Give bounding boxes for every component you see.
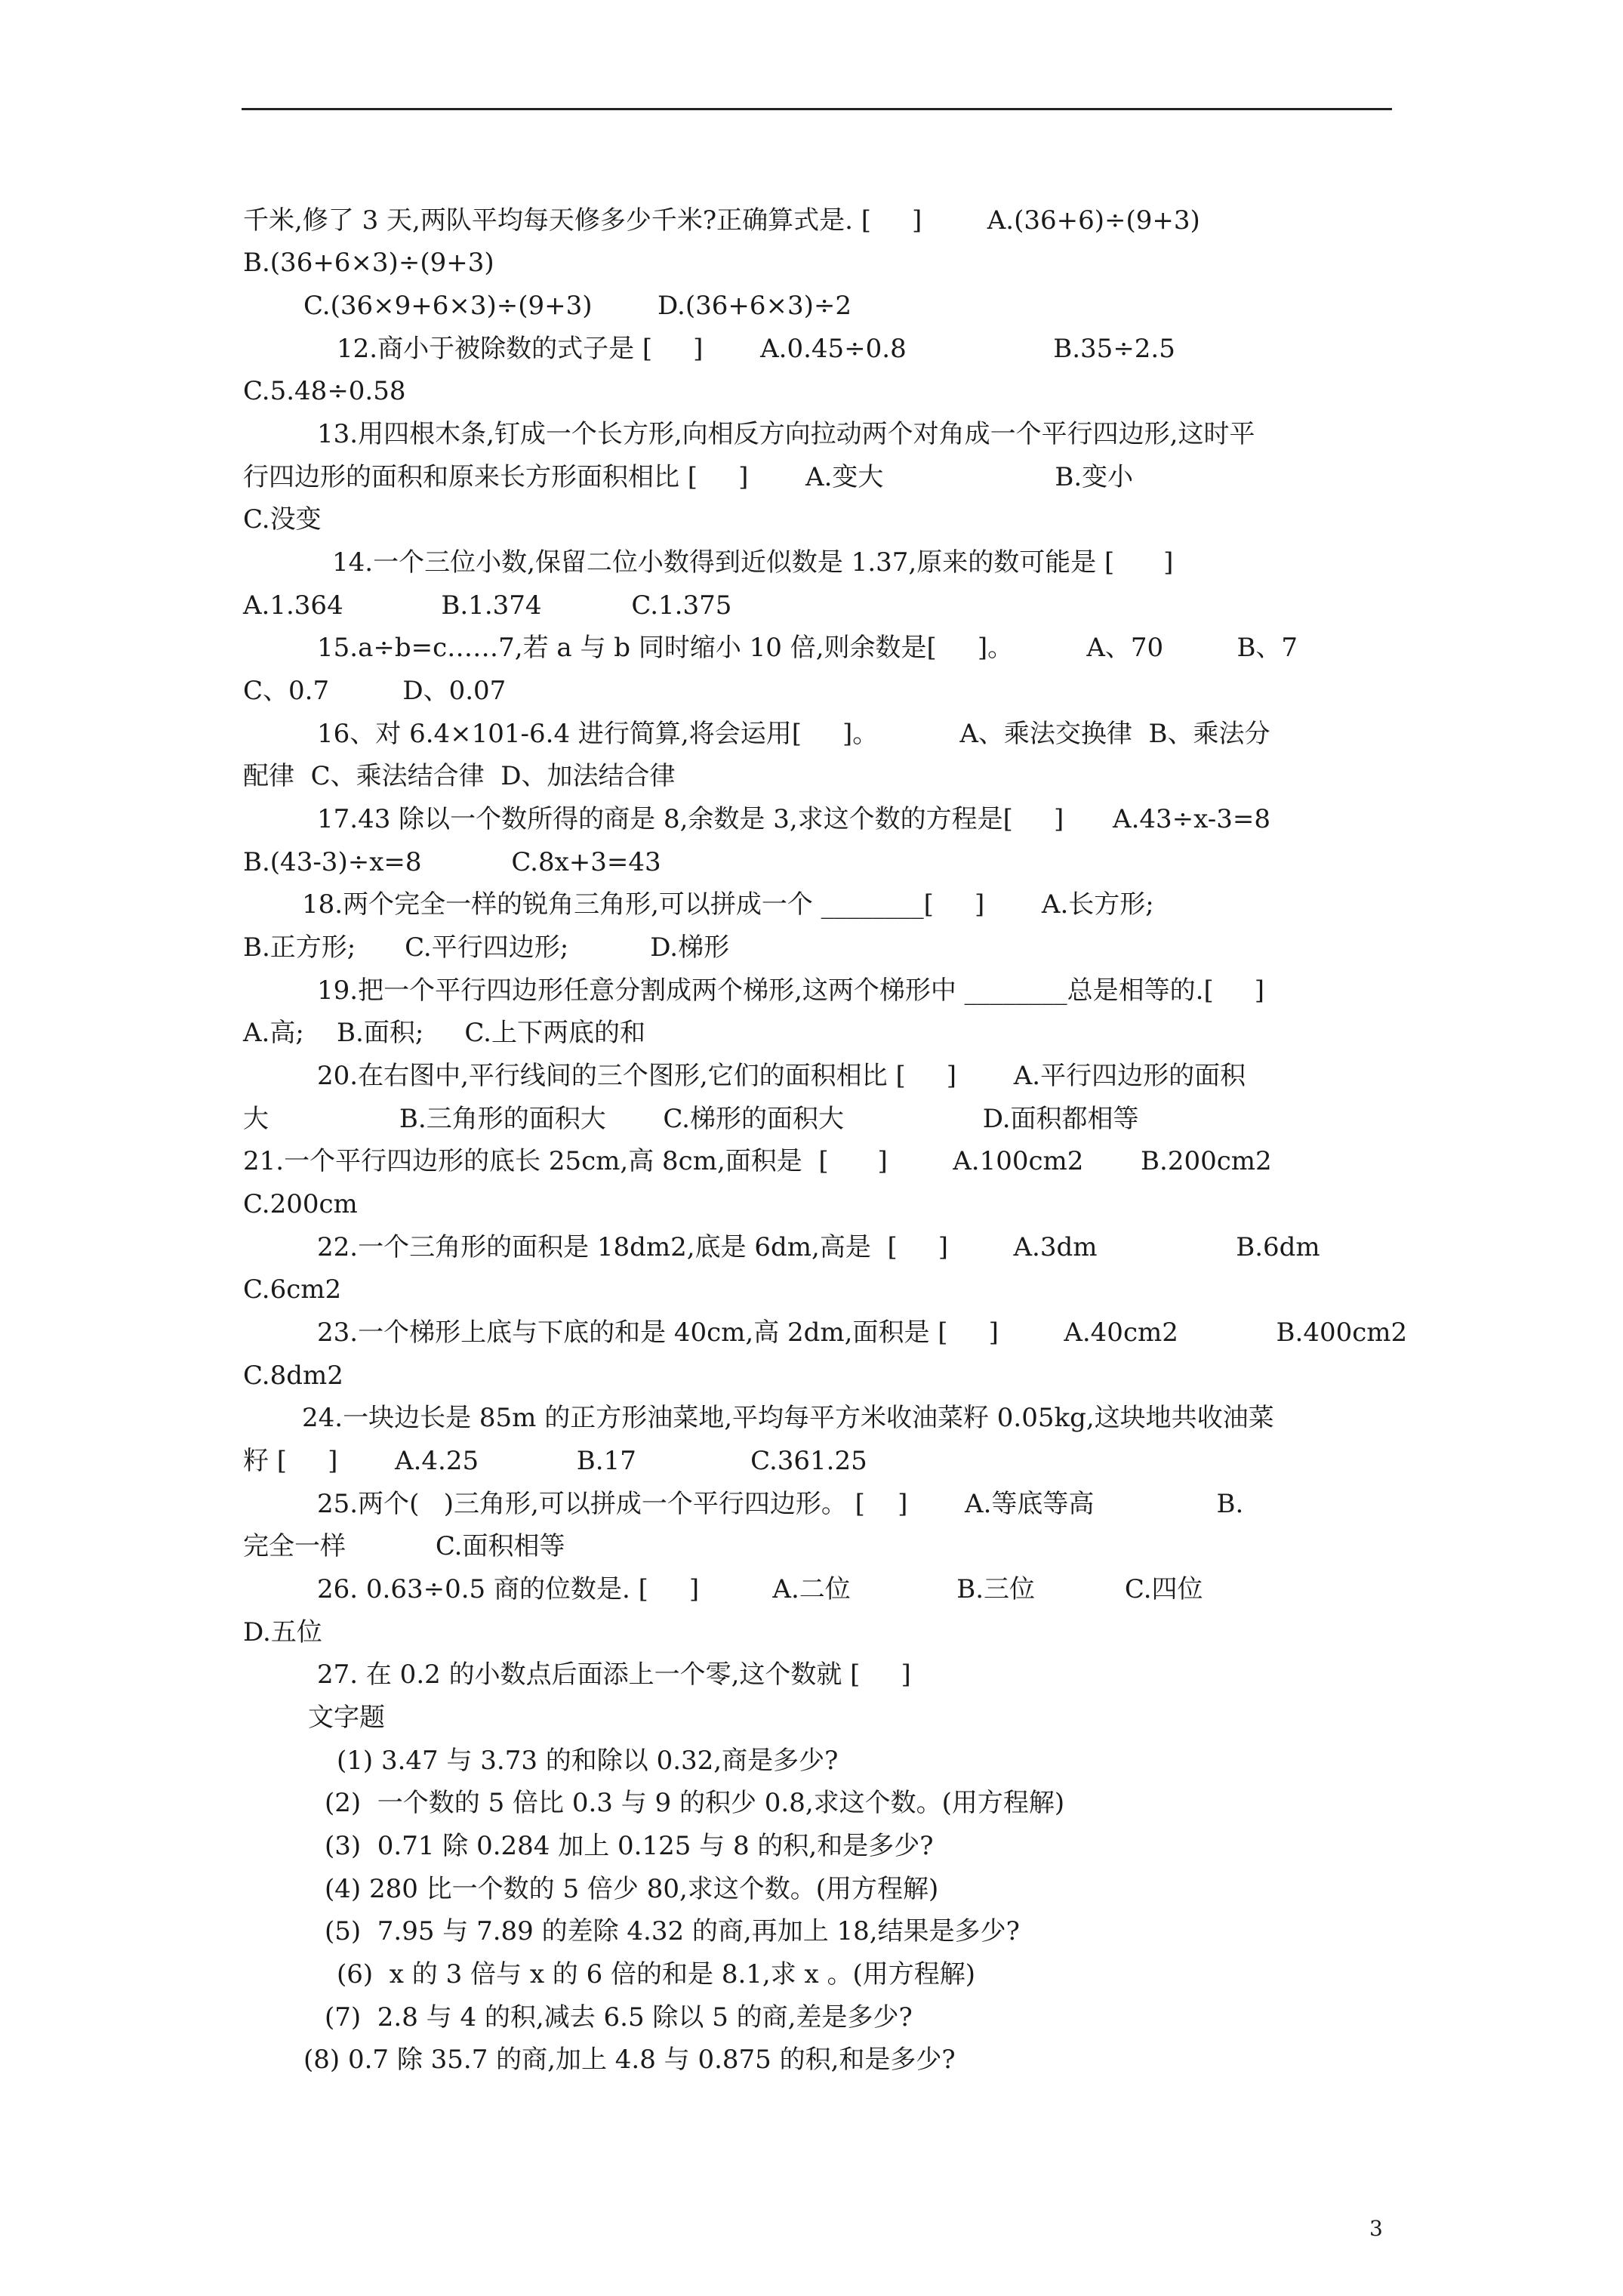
text-line: A.高; B.面积; C.上下两底的和 [243, 1018, 645, 1048]
text-line: (1) 3.47 与 3.73 的和除以 0.32,商是多少? [337, 1746, 839, 1776]
text-line: 12.商小于被除数的式子是 [ ] A.0.45÷0.8 B.35÷2.5 [337, 334, 1175, 364]
text-line: 13.用四根木条,钉成一个长方形,向相反方向拉动两个对角成一个平行四边形,这时平 [317, 419, 1255, 449]
text-line: C.(36×9+6×3)÷(9+3) D.(36+6×3)÷2 [303, 291, 852, 321]
text-line: 16、对 6.4×101-6.4 进行简算,将会运用[ ]。 A、乘法交换律 B、乘法分 [317, 719, 1270, 749]
text-line: 籽 [ ] A.4.25 B.17 C.361.25 [243, 1446, 867, 1476]
text-line: 24.一块边长是 85m 的正方形油菜地,平均每平方米收油菜籽 0.05kg,这块地共收油菜 [302, 1403, 1274, 1433]
text-line: B.(36+6×3)÷(9+3) [243, 248, 494, 278]
text-line: 21.一个平行四边形的底长 25cm,高 8cm,面积是 [ ] A.100cm2 B.200cm2 [243, 1146, 1272, 1176]
page-number: 3 [1369, 2216, 1383, 2241]
text-line: 20.在右图中,平行线间的三个图形,它们的面积相比 [ ] A.平行四边形的面积 [317, 1061, 1246, 1091]
text-line: (2) 一个数的 5 倍比 0.3 与 9 的积少 0.8,求这个数。(用方程解) [325, 1788, 1065, 1818]
text-line: 行四边形的面积和原来长方形面积相比 [ ] A.变大 B.变小 [243, 462, 1134, 492]
text-line: 22.一个三角形的面积是 18dm2,底是 6dm,高是 [ ] A.3dm B.6dm [317, 1232, 1320, 1262]
text-line: 配律 C、乘法结合律 D、加法结合律 [243, 761, 676, 791]
text-line: (8) 0.7 除 35.7 的商,加上 4.8 与 0.875 的积,和是多少? [303, 2045, 956, 2075]
text-line: C.8dm2 [243, 1361, 343, 1391]
text-line: 17.43 除以一个数所得的商是 8,余数是 3,求这个数的方程是[ ] A.43÷x-3=8 [317, 804, 1270, 834]
text-line: 千米,修了 3 天,两队平均每天修多少千米?正确算式是. [ ] A.(36+6)÷(9+3) [243, 205, 1200, 236]
text-line: C.6cm2 [243, 1274, 342, 1305]
text-line: 15.a÷b=c……7,若 a 与 b 同时缩小 10 倍,则余数是[ ]。 A、70 B、7 [317, 633, 1298, 663]
text-line: (5) 7.95 与 7.89 的差除 4.32 的商,再加上 18,结果是多少? [325, 1916, 1020, 1946]
section-heading: 文字题 [308, 1703, 385, 1733]
text-line: A.1.364 B.1.374 C.1.375 [243, 590, 732, 621]
text-line: 26. 0.63÷0.5 商的位数是. [ ] A.二位 B.三位 C.四位 [317, 1574, 1203, 1604]
text-line: B.(43-3)÷x=8 C.8x+3=43 [243, 847, 661, 877]
text-line: C.没变 [243, 504, 322, 535]
text-line: 19.把一个平行四边形任意分割成两个梯形,这两个梯形中 ________总是相等的.[ ] [317, 975, 1265, 1006]
text-line: 18.两个完全一样的锐角三角形,可以拼成一个 ________[ ] A.长方形; [302, 889, 1154, 920]
text-line: 25.两个( )三角形,可以拼成一个平行四边形。 [ ] A.等底等高 B. [317, 1489, 1244, 1519]
text-line: C、0.7 D、0.07 [243, 676, 507, 706]
text-line: 完全一样 C.面积相等 [243, 1531, 565, 1561]
text-line: D.五位 [243, 1617, 322, 1647]
text-line: 大 B.三角形的面积大 C.梯形的面积大 D.面积都相等 [243, 1104, 1139, 1134]
header-rule [242, 108, 1392, 110]
text-line: 23.一个梯形上底与下底的和是 40cm,高 2dm,面积是 [ ] A.40cm2 B.400cm2 [317, 1318, 1408, 1348]
text-line: (6) x 的 3 倍与 x 的 6 倍的和是 8.1,求 x 。(用方程解) [337, 1959, 976, 1989]
text-line: (7) 2.8 与 4 的积,减去 6.5 除以 5 的商,差是多少? [325, 2002, 913, 2032]
text-line: (3) 0.71 除 0.284 加上 0.125 与 8 的积,和是多少? [325, 1831, 934, 1861]
text-line: (4) 280 比一个数的 5 倍少 80,求这个数。(用方程解) [325, 1874, 939, 1904]
text-line: C.200cm [243, 1189, 358, 1219]
text-line: C.5.48÷0.58 [243, 376, 406, 406]
text-line: 27. 在 0.2 的小数点后面添上一个零,这个数就 [ ] [317, 1660, 911, 1690]
text-line: B.正方形; C.平行四边形; D.梯形 [243, 932, 730, 963]
text-line: 14.一个三位小数,保留二位小数得到近似数是 1.37,原来的数可能是 [ ] [332, 547, 1174, 578]
